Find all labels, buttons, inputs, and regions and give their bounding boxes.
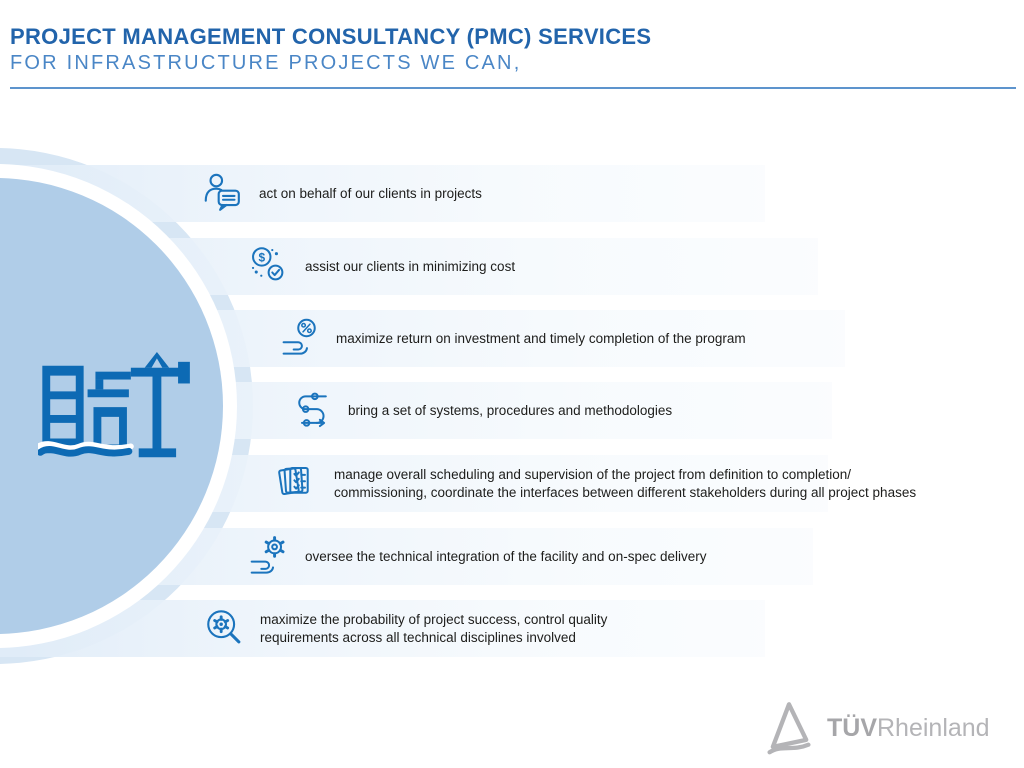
service-line: requirements across all technical disciplines involved [260,629,576,645]
person-chat-icon [200,171,246,217]
tuv-rheinland-logo [767,700,990,756]
service-item-text [305,548,706,566]
service-line: commissioning, coordinate the interfaces between different stakeholders during all project phases [334,484,917,500]
title-divider [10,87,1016,89]
gear-magnifier-icon [203,607,247,651]
svg-text:$: $ [258,249,266,264]
service-line: manage overall scheduling and supervision of the project from definition to completion/ [334,466,852,482]
tuv-triangle-icon [767,700,811,756]
workflow-path-icon [291,389,335,433]
page-title: PROJECT MANAGEMENT CONSULTANCY (PMC) SERVICES [10,24,652,49]
service-line: act on behalf of our clients in projects [259,185,482,201]
logo-wordmark [827,714,990,743]
service-line: oversee the technical integration of the facility and on-spec delivery [305,548,707,564]
dollar-coin-check-icon [248,245,292,289]
service-line: maximize return on investment and timely completion of the program [336,330,746,346]
construction-building-crane-icon [38,352,206,472]
service-item-text [305,258,515,276]
service-item-text [348,402,672,420]
page-subtitle: FOR INFRASTRUCTURE PROJECTS WE CAN, [10,52,522,74]
service-line: bring a set of systems, procedures and methodologies [348,402,673,418]
service-item-text [334,466,916,502]
logo-tuv-text: TÜV [827,713,877,742]
service-item-text [260,611,607,647]
gear-hand-icon [248,535,292,579]
service-item-text [336,330,746,348]
service-line: assist our clients in minimizing cost [305,258,516,274]
service-line: maximize the probability of project success, control quality [260,611,608,627]
percent-hand-icon [279,317,323,361]
logo-rheinland-text: Rheinland [877,713,990,742]
checklist-cards-icon [277,462,321,506]
service-item-text [259,185,482,203]
